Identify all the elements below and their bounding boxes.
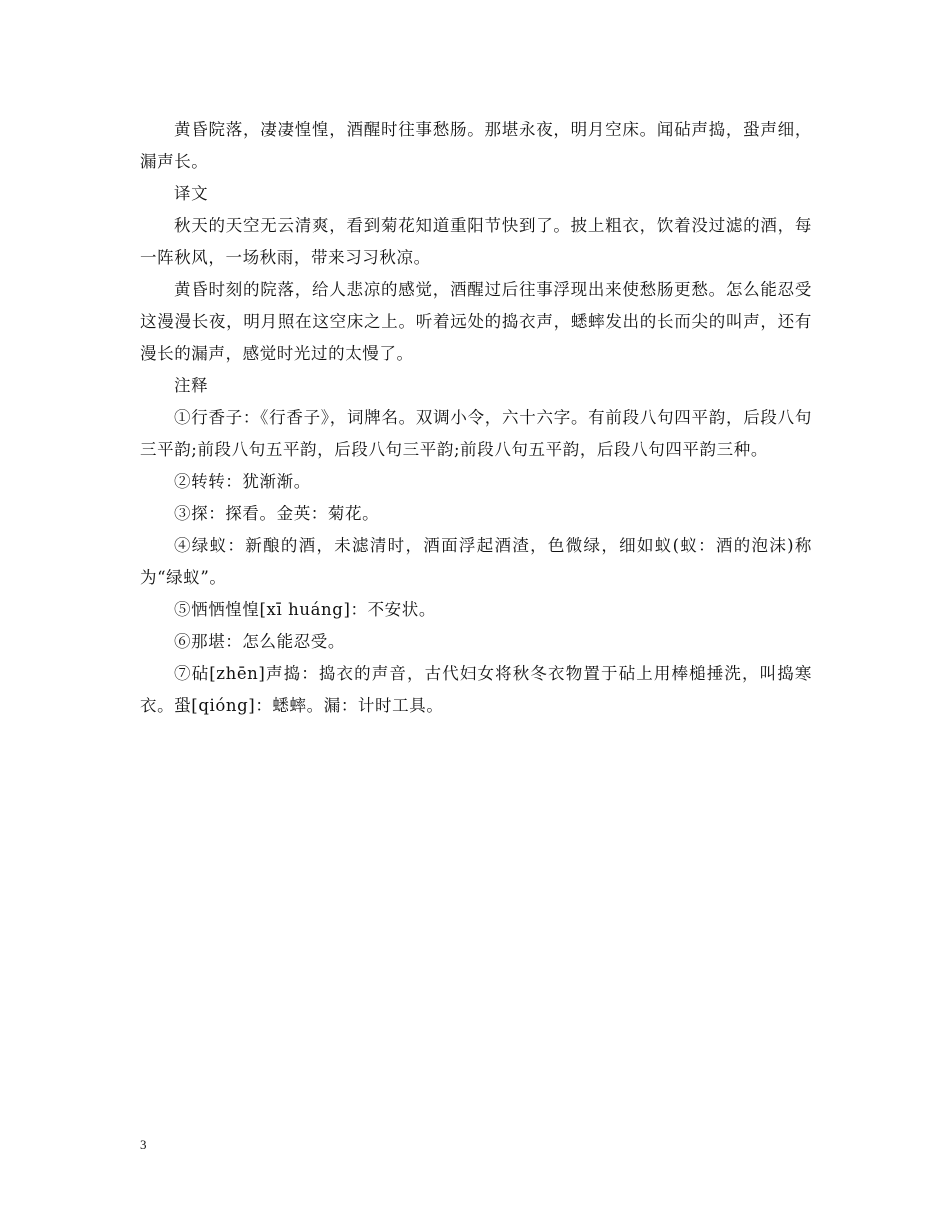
note-item: ⑦砧[zhēn]声捣：捣衣的声音，古代妇女将秋冬衣物置于砧上用棒槌捶洗，叫捣寒衣。蛩[qióng]：蟋蟀。漏：计时工具。 [140,664,812,715]
document-body [140,114,812,722]
poem-paragraph: 黄昏院落，凄凄惶惶，酒醒时往事愁肠。那堪永夜，明月空床。闻砧声捣，蛩声细，漏声长。 [140,120,812,171]
note-item: ②转转：犹渐渐。 [174,472,311,491]
notes-heading: 注释 [174,376,209,395]
page-number: 3 [140,1137,147,1152]
translation-heading: 译文 [174,184,209,203]
note-item: ④绿蚁：新酿的酒，未滤清时，酒面浮起酒渣，色微绿，细如蚁(蚁：酒的泡沫)称为“绿蚁”。 [140,536,812,587]
translation-paragraph: 秋天的天空无云清爽，看到菊花知道重阳节快到了。披上粗衣，饮着没过滤的酒，每一阵秋风，一场秋雨，带来习习秋凉。 [140,216,812,267]
translation-paragraph: 黄昏时刻的院落，给人悲凉的感觉，酒醒过后往事浮现出来使愁肠更愁。怎么能忍受这漫漫长夜，明月照在这空床之上。听着远处的捣衣声，蟋蟀发出的长而尖的叫声，还有漫长的漏声，感觉时光过的太慢了。 [140,280,812,363]
note-item: ③探：探看。金英：菊花。 [174,504,380,523]
note-item: ⑤恓恓惶惶[xī huáng]：不安状。 [174,600,436,619]
note-item: ⑥那堪：怎么能忍受。 [174,632,345,651]
note-item: ①行香子：《行香子》，词牌名。双调小令，六十六字。有前段八句四平韵，后段八句三平韵;前段八句五平韵，后段八句三平韵;前段八句五平韵，后段八句四平韵三种。 [140,408,812,459]
